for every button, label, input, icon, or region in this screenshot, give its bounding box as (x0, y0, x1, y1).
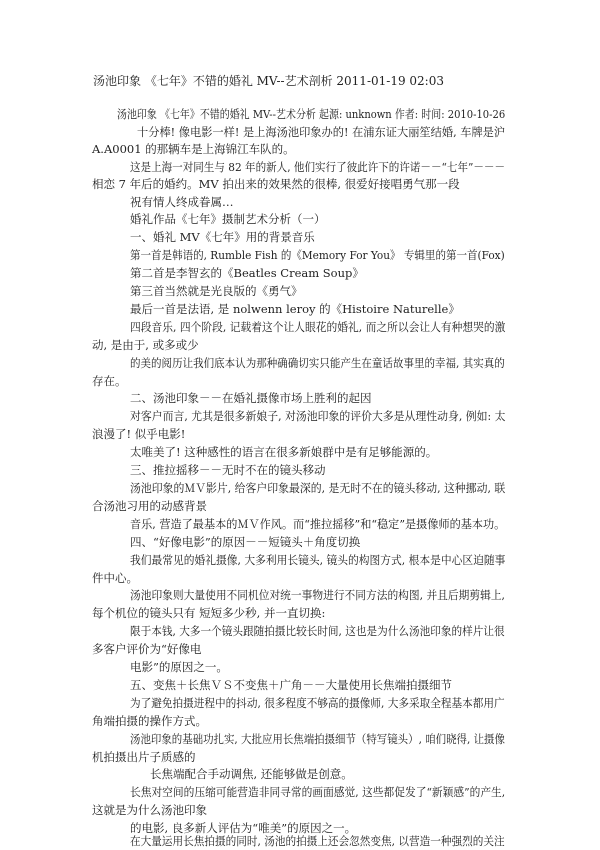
text-line: 长焦端配合手动调焦, 还能够做是创意。 (150, 767, 353, 782)
text-line: 角端拍摄的操作方式。 (92, 713, 207, 728)
text-line: 的美的阅历让我们底本认为那种确确切实只能产生在童话故事里的幸福, 其实真的 (130, 355, 505, 370)
text-line: 我们最常见的婚礼摄像, 大多利用长镜头, 镜头的构图方式, 根本是中心区迫随事 (130, 552, 506, 567)
text-line: 件中心。 (92, 570, 138, 585)
text-line: 为了避免拍摄进程中的抖动, 很多程度不够高的摄像师, 大多采取全程基本都用广 (130, 695, 505, 710)
text-line: 限于本钱, 大多一个镜头跟随拍摄比较长时间, 这也是为什么汤池印象的样片让很 (130, 624, 505, 639)
text-line: 动, 是由于, 或多或少 (92, 337, 199, 352)
page-title: 汤池印象 《七年》不错的婚礼 MV--艺术剖析 2011-01-19 02:03 (93, 74, 444, 88)
text-line: 对客户而言, 尤其是很多新娘子, 对汤池印象的评价大多是从理性动身, 例如: 太 (130, 409, 506, 424)
text-line: 四段音乐, 四个阶段, 记载着这个让人眼花的婚礼, 而之所以会让人有种想哭的激 (130, 319, 506, 334)
text-line: 太唯美了! 这种感性的语言在很多新娘群中是有足够能源的。 (130, 445, 438, 460)
text-line: 多客户评价为“好像电 (92, 642, 202, 657)
text-line: 机拍摄出片子质感的 (92, 749, 196, 764)
text-line: 音乐, 营造了最基本的ＭＶ作风。而“推拉摇移”和“稳定”是摄像师的基本功。 (130, 516, 506, 531)
text-line: 的电影, 良多新人评估为“唯美”的原因之一。 (130, 821, 357, 836)
text-line: 长焦对空间的压缩可能营造非同寻常的画面感觉, 这些都促发了“新颖感”的产生, (130, 785, 506, 800)
text-line: 合汤池习用的动感背景 (92, 498, 207, 513)
text-line: 第一首是韩语的, Rumble Fish 的《Memory For You》 专辑里的第一首(Fox) (130, 248, 505, 263)
text-line: 存在。 (92, 373, 127, 388)
text-line: A.A0001 的那辆车是上海锦江车队的。 (92, 141, 295, 156)
text-line: 这是上海一对同生与 82 年的新人, 他们实行了彼此许下的许诺－－“七年”－－－ (130, 159, 506, 174)
text-line: 汤池印象的ＭＶ影片, 给客户印象最深的, 是无时不在的镜头移动, 这种挪动, 联 (130, 480, 506, 495)
text-line: 十分棒! 像电影一样! 是上海汤池印象办的! 在浦东证大丽笙结婚, 车牌是沪 (137, 124, 506, 139)
text-line: 汤池印象的基础功扎实, 大批应用长焦端拍摄细节（特写镜头）, 咱们晓得, 让摄像 (130, 731, 505, 746)
text-line: 汤池印象则大量使用不同机位对统一事物进行不同方法的构图, 并且后期剪辑上, (130, 588, 505, 603)
text-line: 在大量运用长焦拍摄的同时, 汤池的拍摄上还会忽然变焦, 以营造一种强烈的关注 (130, 834, 505, 848)
text-line: 每个机位的镜头只有 短短多少秒, 并一直切换: (92, 606, 326, 621)
text-line: 一、婚礼 MV《七年》用的背景音乐 (130, 230, 315, 245)
text-line: 第三首当然就是光良版的《勇气》 (130, 284, 303, 298)
text-line: 浪漫了! 似乎电影! (92, 427, 186, 442)
text-line: 婚礼作品《七年》摄制艺术分析（一） (130, 212, 326, 227)
text-line: 祝有情人终成眷属… (130, 194, 234, 209)
text-line: 四、“好像电影”的原因－－短镜头＋角度切换 (130, 534, 361, 549)
text-line: 电影”的原因之一。 (130, 660, 228, 674)
text-line: 三、推拉摇移－－无时不在的镜头移动 (130, 463, 326, 477)
text-line: 五、变焦＋长焦ＶＳ不变焦＋广角－－大量使用长焦端拍摄细节 (130, 677, 452, 692)
text-line: 汤池印象 《七年》不错的婚礼 MV--艺术分析 起源: unknown 作者: 时间: 2010-10-26 (117, 107, 506, 121)
text-line: 第二首是李智玄的《Beatles Cream Soup》 (130, 266, 364, 281)
text-line: 这就是为什么汤池印象 (92, 803, 207, 818)
text-line: 相恋 7 年后的婚约。MV 拍出来的效果然的很棒, 很爱好接唱勇气那一段 (92, 176, 460, 191)
text-line: 最后一首是法语, 是 nolwenn leroy 的《Histoire Naturelle》 (130, 301, 460, 316)
text-line: 二、汤池印象－－在婚礼摄像市场上胜利的起因 (130, 391, 372, 406)
